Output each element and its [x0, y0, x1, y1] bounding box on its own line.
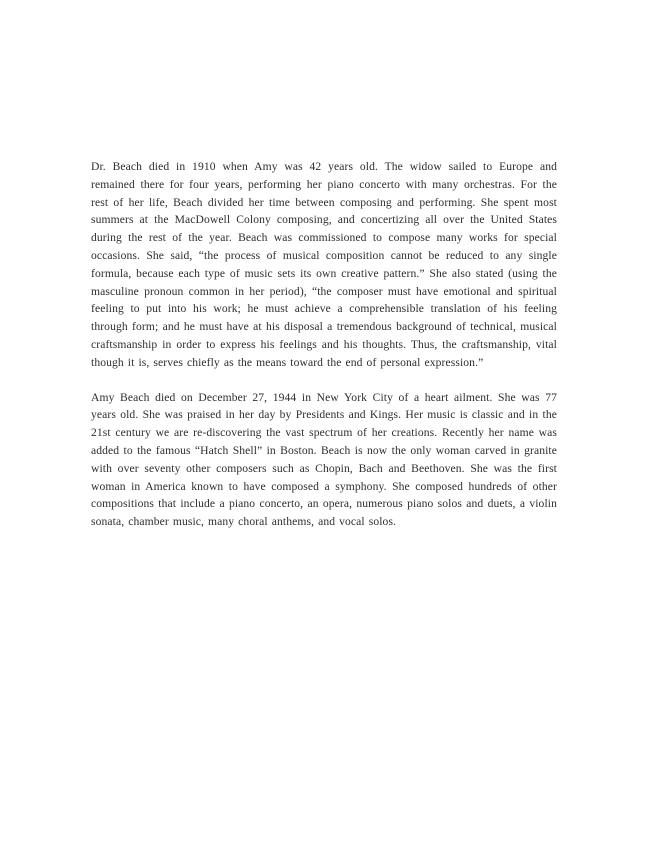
text-block: [91, 158, 557, 531]
paragraph-biography-later-life: Dr. Beach died in 1910 when Amy was 42 years old. The widow sailed to Europe and remained there for four years, performing her piano concerto with many orchestras. For the rest of her life, Beach divided her time between composing and performing. She spent most summers at the MacDowell Colony composing, and concertizing all over the United States during the rest of the year. Beach was commissioned to compose many works for special occasions. She said, “the process of musical composition cannot be reduced to any single formula, because each type of music sets its own creative pattern.” She also stated (using the masculine pronoun common in her period), “the composer must have emotional and spiritual feeling to put into his work; he must achieve a comprehensible translation of his feeling through form; and he must have at his disposal a tremendous background of technical, musical craftsmanship in order to express his feelings and his thoughts. Thus, the craftsmanship, vital though it is, serves chiefly as the means toward the end of personal expression.”: [91, 160, 557, 369]
paragraph-death-and-legacy: Amy Beach died on December 27, 1944 in New York City of a heart ailment. She was 77 years old. She was praised in her day by Presidents and Kings. Her music is classic and in the 21st century we are re-discovering the vast spectrum of her creations. Recently her name was added to the famous “Hatch Shell” in Boston. Beach is now the only woman carved in granite with over seventy other composers such as Chopin, Bach and Beethoven. She was the first woman in America known to have composed a symphony. She composed hundreds of other compositions that include a piano concerto, an opera, numerous piano solos and duets, a violin sonata, chamber music, many choral anthems, and vocal solos.: [91, 390, 557, 529]
